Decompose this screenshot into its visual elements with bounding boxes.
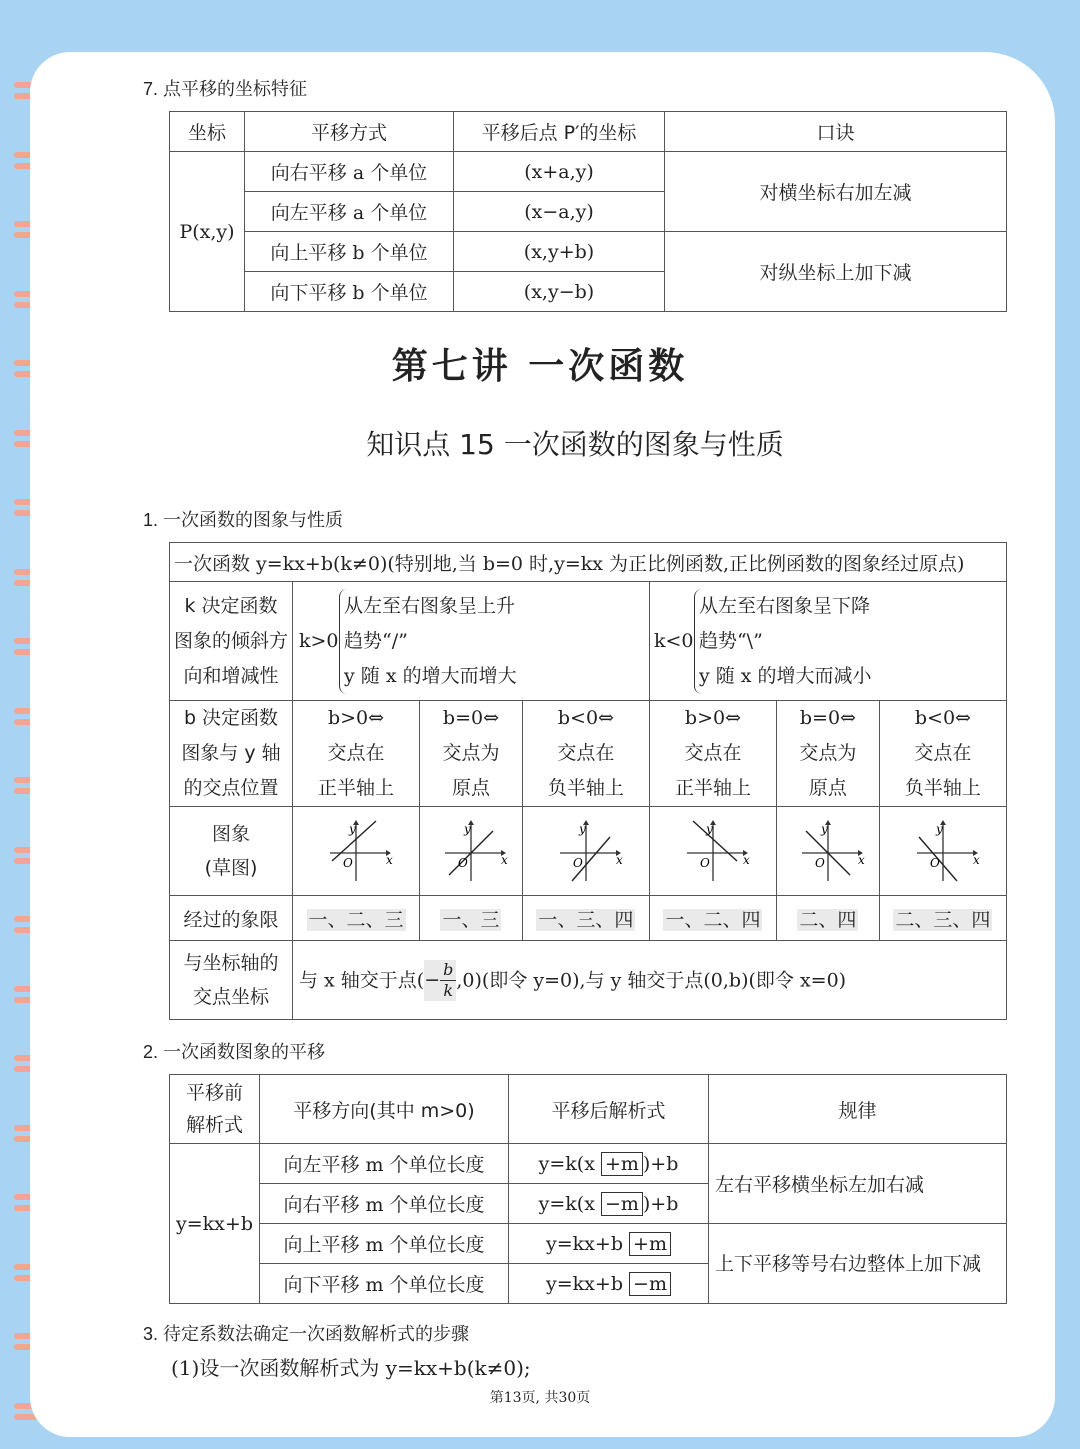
line-sketch bbox=[316, 819, 396, 883]
section-3-title: 3. 待定系数法确定一次函数解析式的步骤 bbox=[143, 1324, 470, 1344]
svg-text:O: O bbox=[457, 856, 468, 870]
k-negative-condition: k<0 bbox=[653, 630, 694, 652]
axis-text-a: 与 x 轴交于点( bbox=[299, 969, 425, 991]
shift-direction-cell: 向右平移 m 个单位长度 bbox=[260, 1184, 509, 1224]
svg-text:x: x bbox=[742, 853, 750, 867]
fraction-denominator: k bbox=[443, 980, 454, 1000]
point-translation-table bbox=[169, 111, 1007, 312]
quadrant-value: 一、三、四 bbox=[538, 908, 634, 931]
b-case-line: 交点为 bbox=[442, 742, 500, 764]
b-case-line: b>0⇔ bbox=[684, 707, 742, 729]
quadrant-value: 一、三 bbox=[442, 908, 500, 931]
b-case-line: 正半轴上 bbox=[674, 777, 751, 799]
shift-direction-cell: 向下平移 m 个单位长度 bbox=[260, 1264, 509, 1304]
k-label-line: 向和增减性 bbox=[183, 664, 279, 687]
svg-text:x: x bbox=[857, 853, 865, 867]
k-positive-line: 趋势“/” bbox=[344, 629, 408, 652]
function-sketch-cell bbox=[776, 807, 879, 896]
k-positive-cell bbox=[293, 582, 650, 701]
k-negative-line: 趋势“\” bbox=[698, 629, 763, 652]
shift-result-cell bbox=[509, 1184, 709, 1224]
shift-rule-cell: 上下平移等号右边整体上加下减 bbox=[709, 1224, 1007, 1304]
result-box: −m bbox=[601, 1192, 643, 1216]
b-case-cell bbox=[649, 701, 776, 807]
shift-direction-cell: 向上平移 m 个单位长度 bbox=[260, 1224, 509, 1264]
k-label-cell bbox=[170, 582, 293, 701]
shift-original-cell: y=kx+b bbox=[170, 1144, 260, 1304]
result-box: −m bbox=[629, 1272, 671, 1296]
quadrant-cell bbox=[293, 896, 420, 941]
section-7-title: 7. 点平移的坐标特征 bbox=[143, 79, 308, 99]
svg-text:O: O bbox=[699, 856, 710, 870]
svg-text:y: y bbox=[463, 822, 471, 836]
svg-text:y: y bbox=[349, 822, 356, 836]
result-box: +m bbox=[601, 1152, 643, 1176]
graph-label-line: 图象 bbox=[211, 823, 250, 845]
shift-direction-cell: 向左平移 m 个单位长度 bbox=[260, 1144, 509, 1184]
result-box: +m bbox=[629, 1232, 671, 1256]
linear-function-properties-table bbox=[169, 542, 1007, 1020]
svg-text:y: y bbox=[705, 822, 713, 836]
svg-text:y: y bbox=[578, 822, 586, 836]
step-1-text: (1)设一次函数解析式为 y=kx+b(k≠0); bbox=[171, 1356, 531, 1380]
axis-label-line: 与坐标轴的 bbox=[183, 952, 279, 974]
translation-rule-table bbox=[169, 1074, 1007, 1304]
line-sketch bbox=[431, 819, 511, 883]
result-post: )+b bbox=[642, 1192, 679, 1215]
k-negative-cell bbox=[649, 582, 1006, 701]
header-method: 平移方式 bbox=[245, 112, 454, 152]
b-case-line: 交点为 bbox=[799, 742, 857, 764]
b-case-line: 交点在 bbox=[684, 742, 742, 764]
line-sketch bbox=[788, 819, 868, 883]
b-case-line: 原点 bbox=[808, 777, 847, 799]
line-sketch bbox=[673, 819, 753, 883]
result-pre: y=kx+b bbox=[546, 1272, 623, 1295]
k-positive-condition: k>0 bbox=[299, 630, 339, 652]
quadrant-cell bbox=[522, 896, 649, 941]
svg-text:y: y bbox=[820, 822, 828, 836]
k-positive-brace bbox=[339, 589, 517, 694]
quadrant-value: 一、二、四 bbox=[665, 908, 761, 931]
knowledge-title: 知识点 15 一次函数的图象与性质 bbox=[366, 428, 784, 461]
axis-intersection-cell bbox=[293, 941, 1007, 1020]
header-line: 平移前 bbox=[185, 1082, 243, 1104]
b-case-line: b<0⇔ bbox=[914, 707, 971, 729]
k-positive-line: 从左至右图象呈上升 bbox=[344, 594, 516, 617]
graph-label-line: (草图) bbox=[204, 857, 258, 879]
method-cell: 向左平移 a 个单位 bbox=[245, 192, 454, 232]
rhyme-cell: 对横坐标右加左减 bbox=[665, 152, 1007, 232]
b-case-line: 负半轴上 bbox=[547, 777, 624, 799]
method-cell: 向右平移 a 个单位 bbox=[245, 152, 454, 192]
point-cell: P(x,y) bbox=[170, 152, 245, 312]
b-label-line: b 决定函数 bbox=[183, 707, 279, 729]
rhyme-cell: 对纵坐标上加下减 bbox=[665, 232, 1007, 312]
line-sketch bbox=[546, 819, 626, 883]
svg-text:x: x bbox=[615, 853, 623, 867]
b-label-cell bbox=[170, 701, 293, 807]
svg-text:x: x bbox=[386, 853, 393, 867]
section-2-title: 2. 一次函数图象的平移 bbox=[143, 1042, 326, 1062]
graph-label-cell bbox=[170, 807, 293, 896]
function-sketch-cell bbox=[420, 807, 523, 896]
svg-text:x: x bbox=[972, 853, 980, 867]
b-case-line: 交点在 bbox=[914, 742, 972, 764]
definition-cell: 一次函数 y=kx+b(k≠0)(特别地,当 b=0 时,y=kx 为正比例函数,正比例函数的图象经过原点) bbox=[170, 543, 1007, 582]
b-case-line: b<0⇔ bbox=[557, 707, 614, 729]
result-pre: y=k(x bbox=[538, 1152, 595, 1175]
svg-text:y: y bbox=[935, 822, 943, 836]
quadrant-label-cell: 经过的象限 bbox=[170, 896, 293, 941]
svg-text:x: x bbox=[500, 853, 508, 867]
function-sketch-cell bbox=[879, 807, 1006, 896]
shift-result-cell bbox=[509, 1264, 709, 1304]
method-cell: 向下平移 b 个单位 bbox=[245, 272, 454, 312]
result-post: )+b bbox=[642, 1152, 679, 1175]
k-label-line: 图象的倾斜方 bbox=[173, 629, 288, 652]
svg-text:O: O bbox=[343, 856, 353, 870]
k-negative-line: 从左至右图象呈下降 bbox=[698, 594, 870, 617]
header-new-coord: 平移后点 P′的坐标 bbox=[454, 112, 665, 152]
quadrant-value: 一、二、三 bbox=[308, 908, 404, 931]
header-rhyme: 口诀 bbox=[665, 112, 1007, 152]
svg-text:O: O bbox=[929, 856, 940, 870]
function-sketch-cell bbox=[649, 807, 776, 896]
b-case-cell bbox=[293, 701, 420, 807]
shift-header-rule: 规律 bbox=[709, 1075, 1007, 1144]
page-footer: 第13页, 共30页 bbox=[489, 1390, 591, 1406]
result-pre: y=k(x bbox=[538, 1192, 595, 1215]
axis-text-b: ,0)(即令 y=0),与 y 轴交于点(0,b)(即令 x=0) bbox=[456, 969, 847, 991]
chapter-title: 第七讲 一次函数 bbox=[391, 346, 689, 387]
axis-label-line: 交点坐标 bbox=[192, 986, 269, 1008]
b-case-line: 负半轴上 bbox=[904, 777, 981, 799]
fraction-numerator: b bbox=[440, 960, 456, 981]
k-positive-line: y 随 x 的增大而增大 bbox=[344, 664, 517, 687]
b-case-cell bbox=[879, 701, 1006, 807]
b-case-cell bbox=[420, 701, 523, 807]
svg-text:O: O bbox=[814, 856, 825, 870]
shift-rule-cell: 左右平移横坐标左加右减 bbox=[709, 1144, 1007, 1224]
quadrant-cell bbox=[420, 896, 523, 941]
k-negative-brace bbox=[694, 589, 872, 694]
shift-result-cell bbox=[509, 1224, 709, 1264]
quadrant-cell bbox=[776, 896, 879, 941]
quadrant-value: 二、四 bbox=[799, 908, 857, 931]
shift-header-result: 平移后解析式 bbox=[509, 1075, 709, 1144]
method-cell: 向上平移 b 个单位 bbox=[245, 232, 454, 272]
k-negative-line: y 随 x 的增大而减小 bbox=[698, 664, 872, 687]
quadrant-cell bbox=[879, 896, 1006, 941]
result-pre: y=kx+b bbox=[546, 1232, 623, 1255]
b-case-line: 交点在 bbox=[557, 742, 615, 764]
function-sketch-cell bbox=[522, 807, 649, 896]
coord-cell: (x,y+b) bbox=[454, 232, 665, 272]
coord-cell: (x−a,y) bbox=[454, 192, 665, 232]
b-case-line: b>0⇔ bbox=[327, 707, 385, 729]
b-case-line: b=0⇔ bbox=[442, 707, 500, 729]
b-case-line: 正半轴上 bbox=[318, 777, 395, 799]
shift-result-cell bbox=[509, 1144, 709, 1184]
section-1-title: 1. 一次函数的图象与性质 bbox=[143, 510, 344, 530]
header-line: 解析式 bbox=[185, 1114, 243, 1136]
k-label-line: k 决定函数 bbox=[184, 594, 278, 617]
function-sketch-cell bbox=[293, 807, 420, 896]
b-case-cell bbox=[522, 701, 649, 807]
coord-cell: (x,y−b) bbox=[454, 272, 665, 312]
header-coord: 坐标 bbox=[170, 112, 245, 152]
coord-cell: (x+a,y) bbox=[454, 152, 665, 192]
fraction-box: − $\frac{b}{k}$ bbox=[424, 960, 456, 1001]
svg-text:O: O bbox=[572, 856, 583, 870]
quadrant-value: 二、三、四 bbox=[895, 908, 991, 931]
line-sketch bbox=[903, 819, 983, 883]
shift-header-direction: 平移方向(其中 m>0) bbox=[260, 1075, 509, 1144]
b-label-line: 图象与 y 轴 bbox=[181, 742, 281, 764]
b-label-line: 的交点位置 bbox=[183, 777, 279, 799]
b-case-line: 原点 bbox=[451, 777, 490, 799]
shift-header-original bbox=[170, 1075, 260, 1144]
axis-label-cell bbox=[170, 941, 293, 1020]
quadrant-cell bbox=[649, 896, 776, 941]
b-case-cell bbox=[776, 701, 879, 807]
b-case-line: b=0⇔ bbox=[799, 707, 856, 729]
b-case-line: 交点在 bbox=[327, 742, 385, 764]
